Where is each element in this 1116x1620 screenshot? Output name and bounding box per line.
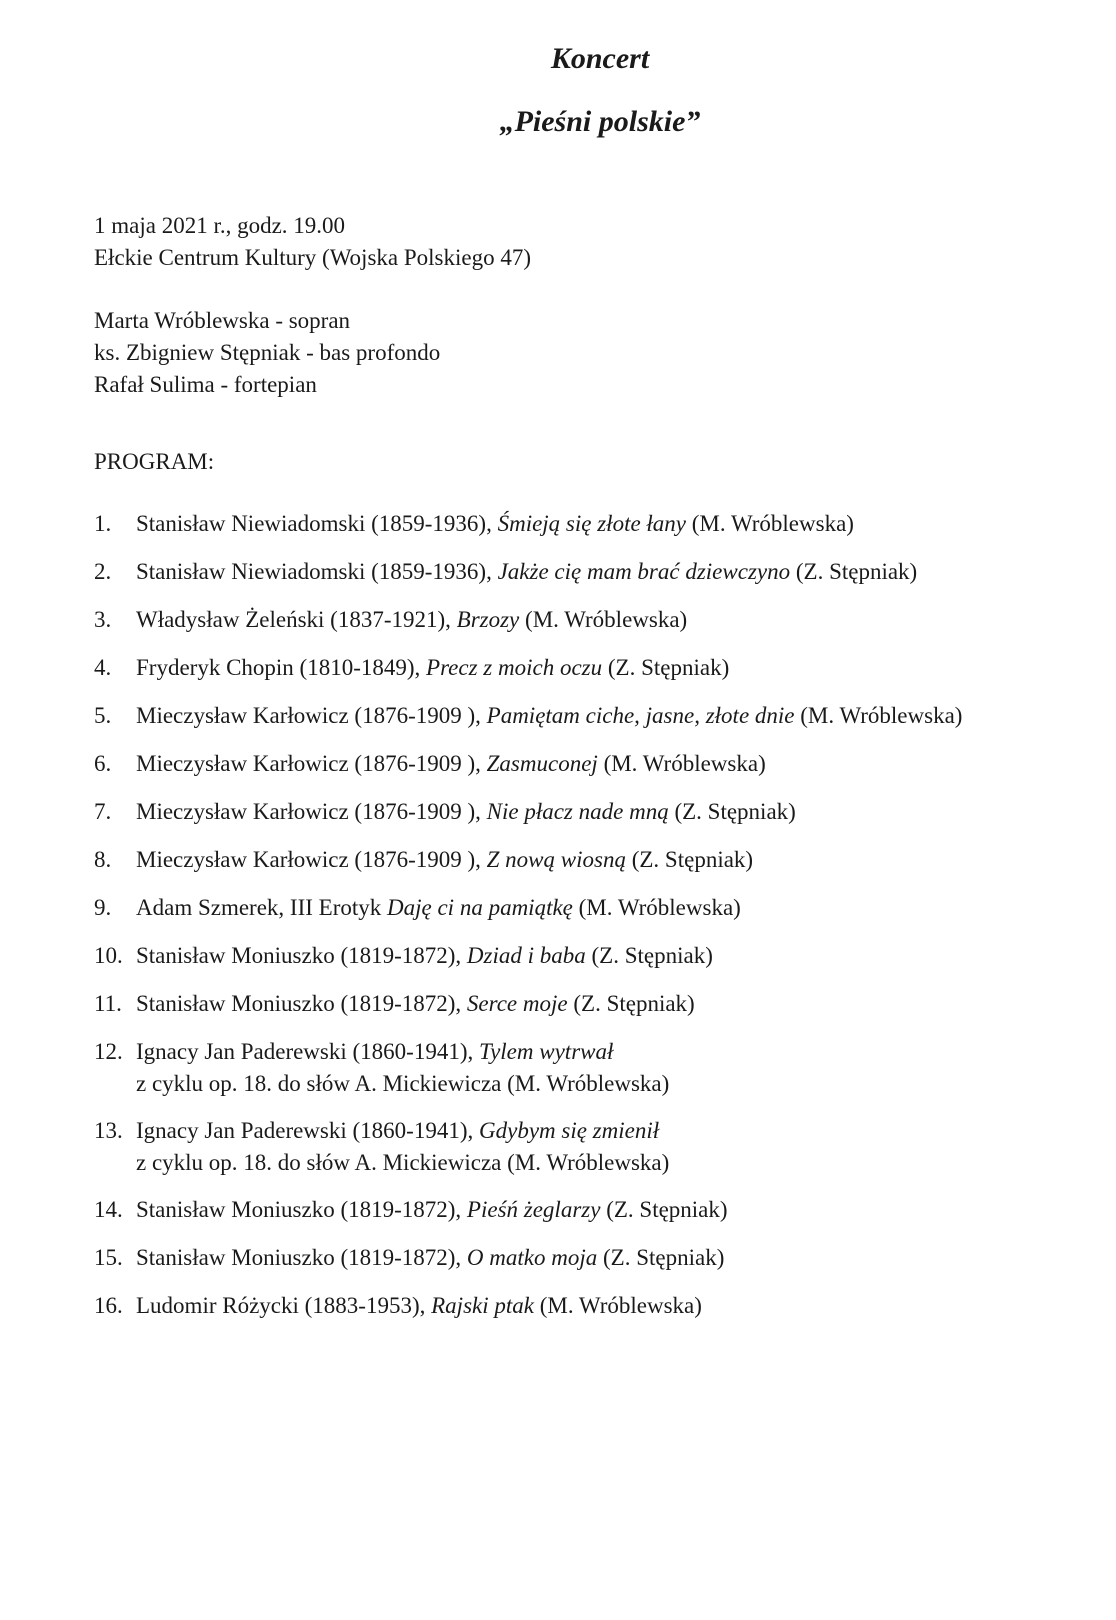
item-line — [136, 844, 962, 876]
performer-ref: (Z. Stępniak) — [668, 799, 796, 824]
program-item — [94, 652, 962, 700]
item-line — [136, 796, 962, 828]
song-title: O matko moja — [466, 1245, 598, 1270]
program-item — [94, 844, 962, 892]
performer-ref: (M. Wróblewska) — [794, 703, 963, 728]
composer: Fryderyk Chopin (1810-1849), — [136, 655, 427, 680]
item-line — [136, 748, 962, 780]
song-title: Precz z moich oczu — [426, 655, 603, 680]
item-number: 6. — [94, 751, 112, 776]
song-title: Serce moje — [466, 991, 568, 1016]
song-title: Brzozy — [456, 607, 520, 632]
program-item — [94, 508, 962, 556]
song-title: Zasmuconej — [486, 751, 598, 776]
composer: Mieczysław Karłowicz (1876-1909 ), — [136, 847, 487, 872]
performer-ref: (Z. Stępniak) — [790, 559, 918, 584]
composer: Władysław Żeleński (1837-1921), — [136, 607, 457, 632]
item-number: 16. — [94, 1293, 123, 1318]
program-item — [94, 940, 962, 988]
item-line — [136, 988, 962, 1020]
item-line — [136, 1115, 962, 1147]
song-title: Tylem wytrwał — [479, 1039, 614, 1064]
event-info — [94, 210, 531, 274]
song-title: Nie płacz nade mną — [486, 799, 669, 824]
concert-subtitle: „Pieśni polskie” — [499, 105, 701, 138]
song-title: Rajski ptak — [431, 1293, 534, 1318]
program-item — [94, 1290, 962, 1338]
program-item — [94, 604, 962, 652]
item-number: 13. — [94, 1118, 123, 1143]
item-line — [136, 508, 962, 540]
performer-ref: (Z. Stępniak) — [600, 1197, 728, 1222]
program-item — [94, 988, 962, 1036]
item-number: 15. — [94, 1245, 123, 1270]
program-item — [94, 1115, 962, 1194]
performer-ref: (M. Wróblewska) — [519, 607, 688, 632]
performer: Marta Wróblewska - sopran — [94, 308, 351, 333]
song-title: Gdybym się zmienił — [479, 1118, 660, 1143]
program-heading: PROGRAM: — [94, 449, 215, 474]
performer-ref: (Z. Stępniak) — [602, 655, 730, 680]
item-number: 5. — [94, 703, 112, 728]
performer-ref: (M. Wróblewska) — [572, 895, 741, 920]
composer: Stanisław Moniuszko (1819-1872), — [136, 1245, 467, 1270]
composer: Stanisław Moniuszko (1819-1872), — [136, 1197, 467, 1222]
item-number: 8. — [94, 847, 112, 872]
item-line — [136, 892, 962, 924]
performer-ref: (Z. Stępniak) — [585, 943, 713, 968]
event-venue: Ełckie Centrum Kultury (Wojska Polskiego 47) — [94, 245, 531, 270]
item-number: 1. — [94, 511, 112, 536]
composer: Adam Szmerek, III Erotyk — [136, 895, 388, 920]
performer-ref: (Z. Stępniak) — [567, 991, 695, 1016]
item-line — [136, 940, 962, 972]
item-line — [136, 1242, 962, 1274]
song-title: Pieśń żeglarzy — [466, 1197, 601, 1222]
item-number: 14. — [94, 1197, 123, 1222]
program-item — [94, 1242, 962, 1290]
item-line — [136, 604, 962, 636]
program-item — [94, 700, 962, 748]
composer: Stanisław Moniuszko (1819-1872), — [136, 991, 467, 1016]
event-date-time: 1 maja 2021 r., godz. 19.00 — [94, 213, 346, 238]
program-item — [94, 556, 962, 604]
item-line — [136, 556, 962, 588]
song-title: Daję ci na pamiątkę — [387, 895, 573, 920]
item-number: 2. — [94, 559, 112, 584]
program-item — [94, 796, 962, 844]
song-title: Z nową wiosną — [486, 847, 626, 872]
composer: Stanisław Niewiadomski (1859-1936), — [136, 559, 498, 584]
performer-ref: (Z. Stępniak) — [625, 847, 754, 872]
item-line-2: z cyklu op. 18. do słów A. Mickiewicza (M. Wróblewska) — [136, 1071, 670, 1096]
composer: Ludomir Różycki (1883-1953), — [136, 1293, 432, 1318]
item-line — [136, 1290, 962, 1322]
song-title: Pamiętam ciche, jasne, złote dnie — [486, 703, 795, 728]
song-title: Dziad i baba — [466, 943, 586, 968]
composer: Mieczysław Karłowicz (1876-1909 ), — [136, 703, 487, 728]
item-number: 3. — [94, 607, 112, 632]
performer-ref: (Z. Stępniak) — [597, 1245, 725, 1270]
composer: Mieczysław Karłowicz (1876-1909 ), — [136, 751, 487, 776]
composer: Ignacy Jan Paderewski (1860-1941), — [136, 1118, 479, 1143]
program-item — [94, 748, 962, 796]
item-number: 11. — [94, 991, 122, 1016]
item-number: 10. — [94, 943, 123, 968]
song-title: Jakże cię mam brać dziewczyno — [497, 559, 791, 584]
item-number: 12. — [94, 1039, 123, 1064]
composer: Ignacy Jan Paderewski (1860-1941), — [136, 1039, 479, 1064]
performer-ref: (M. Wróblewska) — [686, 511, 854, 536]
item-number: 4. — [94, 655, 112, 680]
composer: Stanisław Moniuszko (1819-1872), — [136, 943, 467, 968]
performer: ks. Zbigniew Stępniak - bas profondo — [94, 340, 441, 365]
item-line — [136, 652, 962, 684]
item-number: 7. — [94, 799, 112, 824]
program-item — [94, 1036, 962, 1115]
item-line-2: z cyklu op. 18. do słów A. Mickiewicza (M. Wróblewska) — [136, 1150, 670, 1175]
composer: Mieczysław Karłowicz (1876-1909 ), — [136, 799, 487, 824]
performer-ref: (M. Wróblewska) — [533, 1293, 702, 1318]
concert-title: Koncert — [550, 42, 650, 75]
performer: Rafał Sulima - fortepian — [94, 372, 317, 397]
composer: Stanisław Niewiadomski (1859-1936), — [136, 511, 498, 536]
song-title: Śmieją się złote łany — [497, 511, 687, 536]
item-line — [136, 700, 962, 732]
program-item — [94, 892, 962, 940]
performer-ref: (M. Wróblewska) — [597, 751, 766, 776]
program-item — [94, 1194, 962, 1242]
item-line — [136, 1036, 962, 1068]
performers-list — [94, 305, 440, 401]
item-number: 9. — [94, 895, 112, 920]
program-list — [94, 508, 962, 1338]
item-line — [136, 1194, 962, 1226]
